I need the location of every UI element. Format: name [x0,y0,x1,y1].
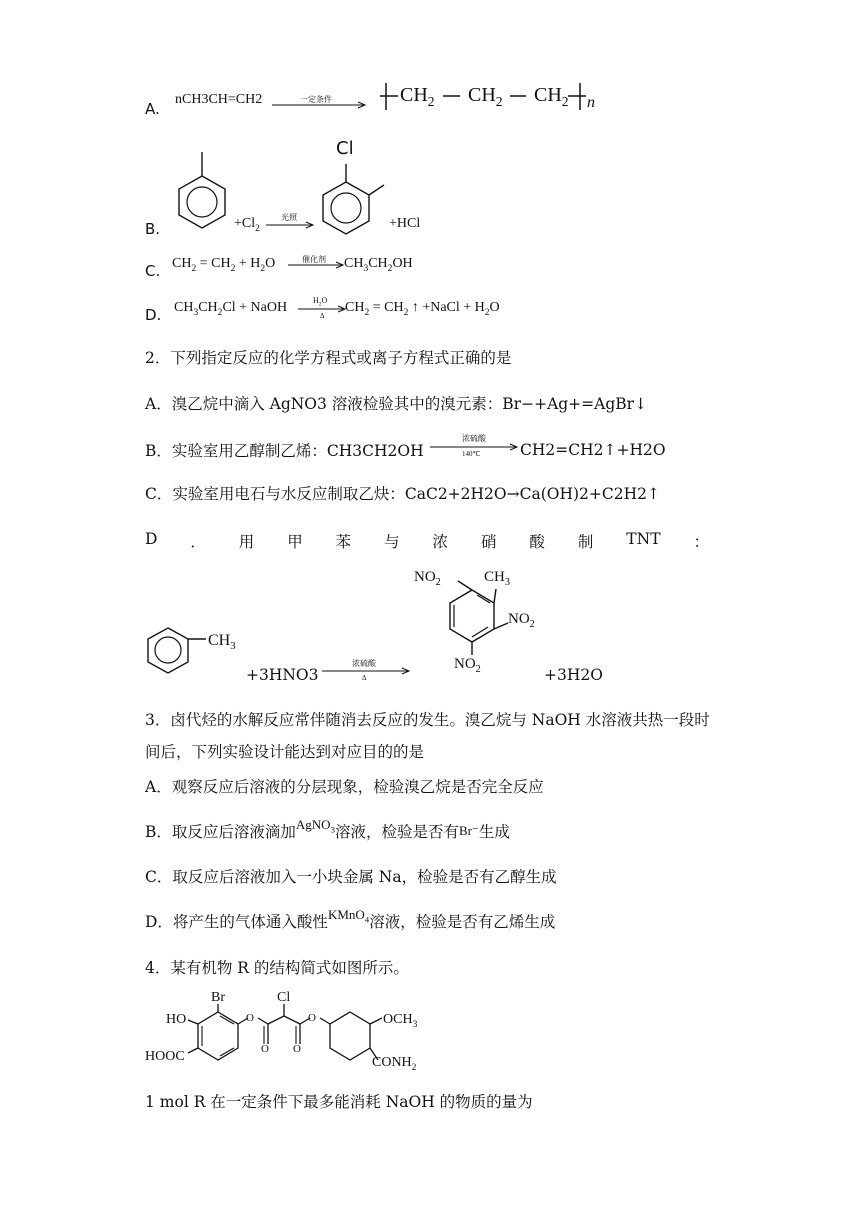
tnt-no2-bottom: $NO_2$ [454,656,481,675]
r-label-cl: Cl [277,990,291,1005]
r-label-conh2: $CONH_2$ [372,1055,417,1073]
option-b-arrow-label: 光照 [281,213,297,222]
tnt-ch3: $CH_3$ [484,569,510,588]
q2-stem: 2．下列指定反应的化学方程式或离子方程式正确的是 [145,349,512,367]
polymer-unit-3: $CH_2$ [534,84,569,109]
option-b-arrow [266,220,316,230]
q3-d-reagent: KMnO4 [327,907,370,925]
q2-d-char: 用 [238,533,255,551]
option-d-arrow [298,304,348,314]
q2-d-char: 苯 [335,533,352,551]
q2-d-arrow [322,667,414,677]
q3-option-c: C．取反应后溶液加入一小块金属 Na，检验是否有乙醇生成 [145,868,557,886]
r-label-hooc: HOOC [145,1049,185,1064]
r-label-ho: HO [166,1012,187,1027]
q3-option-b [145,817,510,848]
q2-d-char: 制 [577,533,594,551]
option-d-reactants: $CH_3CH_2Cl$ + NaOH [174,300,288,318]
option-b-byproduct: +HCl [389,216,421,231]
q2-option-b-text: B．实验室用乙醇制乙烯：CH3CH2OH [145,442,424,460]
q2-b-arrow-bottom: 140℃ [462,450,481,458]
q2-d-byproduct: +3H2O [544,666,603,684]
q2-d-char: 酸 [529,533,545,551]
option-c-product: $CH_3CH_2OH$ [344,256,413,274]
q2-d-char: 与 [384,533,400,551]
chlorotoluene-structure [316,160,396,235]
q3-b-ion: Br⁻ [459,823,479,838]
option-c-arrow-label: 催化剂 [302,255,326,264]
q3-b-reagent: AgNO3 [295,817,335,835]
q2-d-char: 硝 [480,533,497,551]
option-a-label: A. [145,100,160,118]
tnt-no2-top-left: $NO_2$ [414,569,441,588]
tnt-no2-right: $NO_2$ [508,611,535,630]
polymer-unit-1: $CH_2$ [400,84,435,109]
q2-d-reagent: +3HNO3 [246,666,319,684]
q3-b-mid: 溶液，检验是否有 [335,823,460,841]
option-a-arrow-label: 一定条件 [300,95,332,104]
q2-b-product: CH2=CH2↑+H2O [520,441,666,459]
q2-option-a: A．溴乙烷中滴入 AgNO3 溶液检验其中的溴元素：Br−+Ag+=AgBr↓ [145,395,648,413]
option-d-arrow-top: $H_2O$ [313,296,328,308]
toluene-structure [165,150,235,230]
r-label-och3: $OCH_3$ [383,1012,418,1030]
r-label-br: Br [211,990,225,1005]
option-b-label: B. [145,220,161,238]
polymer-n: n [587,94,595,111]
q3-b-pre: B．取反应后溶液滴加 [145,823,296,841]
q4-stem: 4．某有机物 R 的结构简式如图所示。 [145,959,409,977]
q3-option-a: A．观察反应后溶液的分层现象，检验溴乙烷是否完全反应 [145,778,544,796]
q3-b-post: 生成 [478,823,510,841]
r-label-o2: O [308,1012,316,1024]
q2-b-arrow [430,443,522,453]
q2-d-char: 浓 [432,533,449,551]
r-label-o3: O [261,1043,269,1055]
q2-d-arrow-top: 浓硫酸 [352,659,376,668]
option-d-label: D. [145,306,162,324]
q3-d-pre: D．将产生的气体通入酸性 [145,913,328,931]
q4-question: 1 mol R 在一定条件下最多能消耗 NaOH 的物质的量为 [145,1093,533,1111]
option-a-arrow [272,100,372,110]
chloro-substituent: Cl [336,138,354,159]
q2-option-d-line [145,530,709,552]
option-c-label: C. [145,262,161,280]
q2-d-char: ． [190,533,206,551]
q2-d-toluene-ch3: $CH_3$ [208,632,236,653]
q2-option-c: C．实验室用电石与水反应制取乙炔：CaC2+2H2O→Ca(OH)2+C2H2↑ [145,485,660,503]
q2-d-char: 甲 [287,533,303,551]
polymer-unit-2: $CH_2$ [468,84,503,109]
q2-d-char: ： [693,533,709,551]
q3-stem-line1: 3．卤代烃的水解反应常伴随消去反应的发生。溴乙烷与 NaOH 水溶液共热一段时 [145,711,710,729]
q2-d-char: TNT [626,530,661,548]
option-c-reactants: $CH_2 = CH_2 + H_2O$ [172,256,276,274]
q2-b-arrow-top: 浓硫酸 [462,434,486,443]
option-c-arrow [288,260,348,270]
option-a-reactant: nCH3CH=CH2 [175,92,263,107]
q2-d-char: D [145,530,158,548]
r-label-o1: O [246,1012,254,1024]
option-d-products: $CH_2 = CH_2$ ↑ +NaCl + $H_2O$ [345,300,500,318]
q3-stem-line2: 间后，下列实验设计能达到对应目的的是 [145,743,425,761]
option-d-arrow-bottom: Δ [320,312,325,320]
r-label-o4: O [293,1043,301,1055]
option-b-reagent: $+Cl_2$ [234,216,260,234]
q2-d-arrow-bottom: Δ [362,674,367,682]
q3-option-d [145,907,556,938]
q3-d-post: 溶液，检验是否有乙烯生成 [369,913,556,931]
